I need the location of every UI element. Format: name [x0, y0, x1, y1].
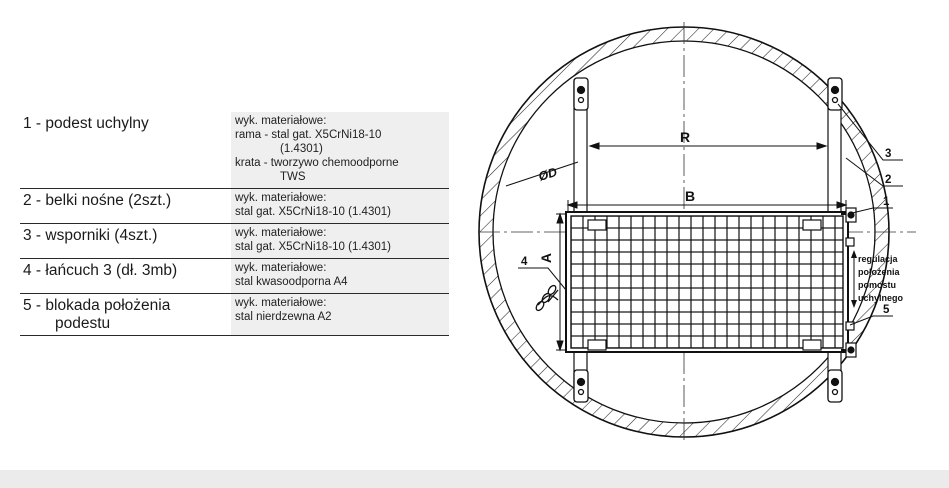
material-line: wyk. materiałowe:: [235, 115, 327, 127]
dimension-D: [506, 162, 578, 186]
part-name-line: podestu: [55, 315, 111, 332]
dimension-B-label: B: [684, 188, 696, 204]
material-line: (1.4301): [280, 143, 323, 155]
regulation-line-3: pomostu: [858, 280, 896, 290]
part-name-cell: [20, 189, 231, 224]
material-line: stal gat. X5CrNi18-10 (1.4301): [235, 241, 391, 253]
spec-row: [20, 189, 449, 224]
material-cell: [231, 189, 449, 224]
material-cell: [231, 224, 449, 259]
callout-1: 1: [883, 196, 890, 208]
dimension-B: [568, 188, 846, 212]
regulation-line-1: regulacja: [858, 254, 898, 264]
callout-4: 4: [521, 256, 528, 268]
part-name: 4 - łańcuch 3 (dł. 3mb): [23, 262, 178, 279]
material-line: stal gat. X5CrNi18-10 (1.4301): [235, 206, 391, 218]
material-cell: [231, 112, 449, 189]
dimension-A-label: A: [538, 252, 554, 264]
material-cell: [231, 259, 449, 294]
part-name-cell: [20, 112, 231, 189]
spec-row: [20, 294, 449, 336]
callout-3: 3: [885, 148, 892, 160]
drawing-svg: [478, 0, 949, 470]
part-name-line: 5 - blokada położenia: [23, 297, 171, 314]
spec-row: [20, 112, 449, 189]
callout-5: 5: [883, 304, 890, 316]
dimension-D-label: ØD: [536, 164, 559, 184]
part-name-cell: [20, 224, 231, 259]
part-name-cell: [20, 259, 231, 294]
material-line: krata - tworzywo chemoodporne: [235, 157, 399, 169]
technical-drawing: [478, 0, 949, 470]
part-name: 1 - podest uchylny: [23, 115, 149, 132]
bottom-bar: [0, 470, 949, 488]
material-line: wyk. materiałowe:: [235, 297, 327, 309]
material-line: stal kwasoodporna A4: [235, 276, 348, 288]
part-name: 2 - belki nośne (2szt.): [23, 192, 172, 209]
material-line: rama - stal gat. X5CrNi18-10: [235, 129, 382, 141]
material-line: stal nierdzewna A2: [235, 311, 332, 323]
material-line: TWS: [280, 171, 306, 183]
dimension-R: [590, 129, 826, 149]
regulation-line-2: położenia: [858, 267, 900, 277]
callout-2: 2: [885, 174, 892, 186]
spec-row: [20, 224, 449, 259]
material-line: wyk. materiałowe:: [235, 192, 327, 204]
regulation-line-4: uchylnego: [858, 293, 904, 303]
part-name: 3 - wsporniki (4szt.): [23, 227, 158, 244]
material-cell: [231, 294, 449, 336]
material-line: wyk. materiałowe:: [235, 227, 327, 239]
part-name-cell: [20, 294, 231, 336]
spec-row: [20, 259, 449, 294]
specification-table: [20, 112, 449, 336]
tilting-platform: [566, 212, 856, 352]
dimension-A: [538, 214, 566, 350]
material-line: wyk. materiałowe:: [235, 262, 327, 274]
chain: [535, 284, 558, 312]
dimension-R-label: R: [679, 129, 691, 145]
